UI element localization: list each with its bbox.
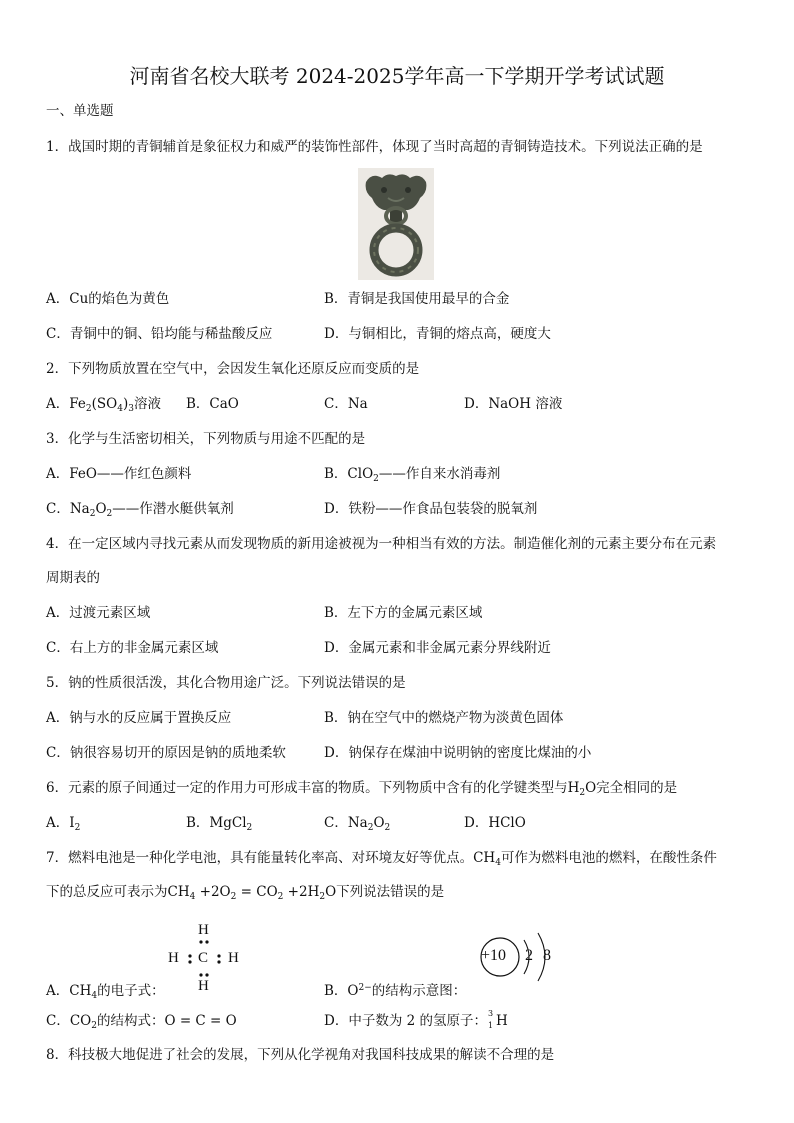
q2-option-c: C．Na <box>324 396 368 412</box>
lewis-h-bottom: H <box>198 978 209 994</box>
lewis-h-left: H <box>168 950 179 966</box>
section-heading: 一、单选题 <box>46 103 114 119</box>
atom-shell-2-count: 8 <box>543 947 551 964</box>
q4-stem-line2: 周期表的 <box>46 570 100 586</box>
q8-stem: 8．科技极大地促进了社会的发展，下列从化学视角对我国科技成果的解读不合理的是 <box>46 1047 555 1063</box>
q1-option-d: D．与铜相比，青铜的熔点高，硬度大 <box>324 326 551 342</box>
q6-stem: 6．元素的原子间通过一定的作用力可形成丰富的物质。下列物质中含有的化学键类型与$H_2O$完全相同的是 <box>46 780 678 798</box>
atom-shell-1-count: 2 <box>525 947 533 964</box>
lewis-c-center: C <box>198 950 209 966</box>
q2-option-b: B．CaO <box>186 396 239 412</box>
q2-option-d: D．NaOH 溶液 <box>464 396 563 412</box>
q5-option-d: D．钠保存在煤油中说明钠的密度比煤油的小 <box>324 745 592 761</box>
lewis-h-top: H <box>198 922 209 938</box>
q1-stem: 1．战国时期的青铜辅首是象征权力和威严的装饰性部件，体现了当时高超的青铜铸造技术。下列说法正确的是 <box>46 139 703 155</box>
q5-option-a: A．钠与水的反应属于置换反应 <box>46 710 232 726</box>
q7-option-d: D．中子数为 2 的氢原子： 3 1 H <box>324 1009 508 1030</box>
bronze-door-knocker-image <box>358 168 434 280</box>
q2-option-a: A．$Fe_2(SO_4)_3$溶液 <box>46 396 161 414</box>
atom-nucleus-charge: +10 <box>481 947 507 964</box>
electron-pair-dots <box>180 938 226 984</box>
q5-option-c: C．钠很容易切开的原因是钠的质地柔软 <box>46 745 286 761</box>
q6-option-b: B．MgCl$_2$ <box>186 815 253 833</box>
q6-option-a: A．$I_2$ <box>46 815 81 833</box>
oxide-ion-structure-diagram <box>476 930 566 1004</box>
atom-shell-arcs <box>476 930 566 1000</box>
isotope-mass-number: 3 <box>488 1009 494 1018</box>
q1-option-a: A．Cu的焰色为黄色 <box>46 291 170 307</box>
q5-stem: 5．钠的性质很活泼，其化合物用途广泛。下列说法错误的是 <box>46 675 406 691</box>
q1-option-b: B．青铜是我国使用最早的合金 <box>324 291 510 307</box>
q6-option-d: D．HClO <box>464 815 526 831</box>
q7-stem-line1: 7．燃料电池是一种化学电池，具有能量转化率高、对环境友好等优点。$CH_4$可作为燃料电池的燃料，在酸性条件 <box>46 850 717 868</box>
q2-stem: 2．下列物质放置在空气中，会因发生氧化还原反应而变质的是 <box>46 361 420 377</box>
q3-option-c: C．$Na_2O_2——$作潜水艇供氧剂 <box>46 501 234 519</box>
q3-option-a: A．FeO——作红色颜料 <box>46 466 192 482</box>
q4-stem-line1: 4．在一定区域内寻找元素从而发现物质的新用途被视为一种相当有效的方法。制造催化剂的元素主要分布在元素 <box>46 536 717 552</box>
q3-stem: 3．化学与生活密切相关，下列物质与用途不匹配的是 <box>46 431 366 447</box>
q6-option-c: C．$Na_2O_2$ <box>324 815 391 833</box>
bronze-door-knocker-icon <box>358 168 434 280</box>
q5-option-b: B．钠在空气中的燃烧产物为淡黄色固体 <box>324 710 564 726</box>
q7-option-a: A．$CH_4$的电子式： <box>46 983 165 1001</box>
q7-option-b: B．$O^{2-}$的结构示意图： <box>324 983 467 999</box>
q3-option-d: D．铁粉——作食品包装袋的脱氧剂 <box>324 501 538 517</box>
lewis-h-right: H <box>228 950 239 966</box>
q1-option-c: C．青铜中的铜、铅均能与稀盐酸反应 <box>46 326 273 342</box>
q7-stem-line2: 下的总反应可表示为$CH_4 +2O_2 = CO_2 +2H_2O$下列说法错误的是 <box>46 884 445 902</box>
q4-option-c: C．右上方的非金属元素区域 <box>46 640 219 656</box>
q4-option-b: B．左下方的金属元素区域 <box>324 605 483 621</box>
q4-option-d: D．金属元素和非金属元素分界线附近 <box>324 640 551 656</box>
isotope-atomic-number: 1 <box>488 1021 494 1030</box>
page-title: 河南省名校大联考 2024-2025学年高一下学期开学考试试题 <box>129 64 665 88</box>
q7-option-c: C．$CO_2$的结构式：O = C = O <box>46 1013 237 1031</box>
q3-option-b: B．ClO$_2$——作自来水消毒剂 <box>324 466 501 484</box>
q4-option-a: A．过渡元素区域 <box>46 605 151 621</box>
